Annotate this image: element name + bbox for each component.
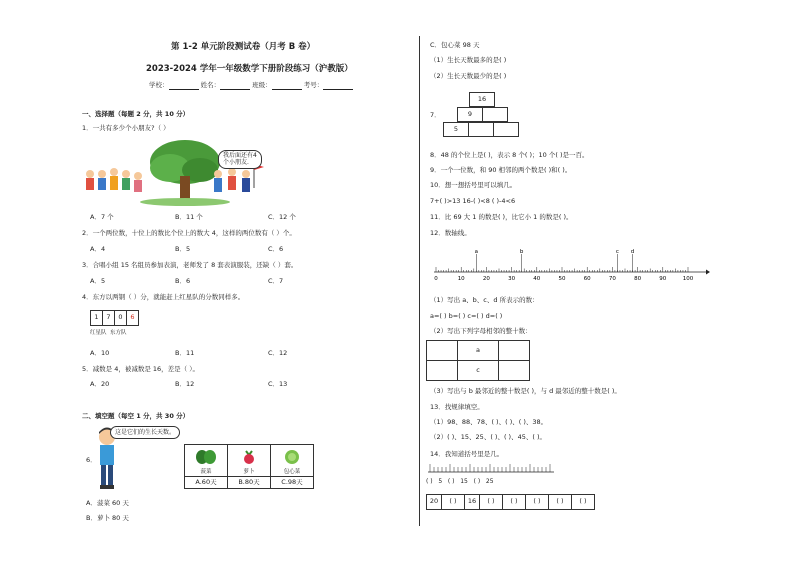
q6-list-b: B．萝卜 80 天: [86, 514, 129, 522]
seq-cell[interactable]: ( ): [503, 495, 526, 510]
q6-list-a: A．菠菜 60 天: [86, 499, 129, 507]
q3-option-b[interactable]: B．6: [175, 277, 191, 285]
paper-title: 第 1-2 单元阶段测试卷（月考 B 卷）: [171, 42, 316, 52]
east-team-label: 东方队: [110, 330, 127, 336]
ruler-label[interactable]: ( ): [447, 478, 455, 485]
grid-blank[interactable]: [427, 361, 458, 381]
veg-days: C.98天: [271, 477, 314, 489]
q4-scoreboard: [90, 310, 139, 326]
name-field[interactable]: [220, 89, 250, 90]
q5-option-a[interactable]: A．20: [90, 380, 110, 388]
number-line-point-label: d: [630, 249, 635, 255]
q5-option-c[interactable]: C．13: [268, 380, 288, 388]
seq-cell: 16: [465, 495, 480, 510]
q1-option-b[interactable]: B．11 个: [175, 213, 203, 221]
q12-sub2: （2）写出下列字母相邻的整十数：: [430, 327, 532, 335]
seq-cell[interactable]: ( ): [442, 495, 465, 510]
pyramid-bottom-blank[interactable]: [493, 122, 519, 137]
q11-text[interactable]: 11．比 69 大 1 的数是( )，比它小 1 的数是( )。: [430, 213, 573, 221]
radish-icon: [238, 449, 260, 465]
q2-option-c[interactable]: C．6: [268, 245, 284, 253]
q1-speech-bubble: 我后面还有4个小朋友.: [218, 150, 262, 169]
class-label: 班级：: [252, 81, 272, 89]
name-label: 姓名：: [200, 81, 221, 89]
q1-text: 1．一共有多少个小朋友?（ ）: [82, 124, 170, 132]
pyramid-top-cell: 16: [469, 92, 495, 107]
grid-blank[interactable]: [499, 341, 530, 361]
seq-cell[interactable]: ( ): [526, 495, 549, 510]
q12-sub3[interactable]: （3）写出与 b 最邻近的整十数是( )，与 d 最邻近的整十数是( )。: [430, 387, 621, 395]
q6-sub2[interactable]: （2）生长天数最少的是( ): [430, 72, 507, 80]
q6-list-c: C．包心菜 98 天: [430, 41, 480, 49]
q13-line1[interactable]: （1）98、88、78、( )、( )、( )、38。: [430, 418, 548, 426]
veg-days: A.60天: [185, 477, 228, 489]
number-line-tick-label: 100: [682, 276, 694, 282]
q6-speech-bubble: 这是它们的生长天数。: [110, 426, 180, 439]
seq-cell[interactable]: ( ): [549, 495, 572, 510]
veg-days: B.80天: [228, 477, 271, 489]
score-digit: 0: [115, 311, 127, 326]
q12-neighbor-grid: [426, 340, 530, 381]
q7-number: 7．: [430, 111, 441, 119]
ruler-label: 25: [485, 478, 494, 485]
q12-number-line: [430, 246, 710, 286]
seq-cell[interactable]: ( ): [572, 495, 595, 510]
veg-name: 菠菜: [200, 469, 212, 476]
q6-sub1[interactable]: （1）生长天数最多的是( ): [430, 56, 507, 64]
q6-vegetable-table: [184, 444, 314, 489]
red-team-label: 红星队: [90, 330, 107, 336]
pyramid-mid-cell: 9: [457, 107, 483, 122]
grid-letter: c: [458, 361, 499, 381]
number-line-point-label: c: [615, 249, 619, 255]
number-line-tick-label: 90: [659, 276, 667, 282]
section-choice-heading: 一、选择题（每题 2 分，共 10 分）: [82, 110, 190, 118]
q13-line2[interactable]: （2）( )、15、25、( )、( )、45、( )。: [430, 433, 547, 441]
number-line-tick-label: 40: [533, 276, 541, 282]
q10-equations[interactable]: 7+( )>13 16-( )<8 ( )-4<6: [430, 197, 516, 205]
ruler-label: 15: [460, 478, 468, 485]
paper-subtitle: 2023-2024 学年一年级数学下册阶段练习（沪教版）: [146, 64, 353, 74]
number-line-tick-label: 70: [608, 276, 616, 282]
q4-team-labels: [90, 330, 127, 337]
score-digit: 1: [91, 311, 103, 326]
q5-option-b[interactable]: B．12: [175, 380, 195, 388]
q4-option-c[interactable]: C．12: [268, 349, 288, 357]
q6-number: 6．: [86, 456, 97, 464]
exam-no-label: 考号：: [303, 81, 324, 89]
number-line-point-label: a: [474, 249, 479, 255]
pyramid-bottom-cell: 5: [443, 122, 469, 137]
veg-cell-radish: [228, 445, 271, 477]
q14-ruler-labels: [426, 478, 556, 485]
ruler-label[interactable]: ( ): [473, 478, 481, 485]
q3-option-a[interactable]: A．5: [90, 277, 106, 285]
q3-text: 3．合唱小组 15 名组员参加表演，老师发了 8 套表演服装，还缺（ ）套。: [82, 261, 298, 269]
q8-text[interactable]: 8．48 的个位上是( )，表示 8 个( )；10 个( )是一百。: [430, 151, 589, 159]
pyramid-mid-blank[interactable]: [482, 107, 508, 122]
exam-no-field[interactable]: [323, 89, 353, 90]
number-line-tick-label: 10: [457, 276, 465, 282]
veg-name: 包心菜: [283, 469, 301, 476]
number-line-svg: [430, 246, 710, 286]
spinach-icon: [195, 449, 217, 465]
number-line-tick-label: 30: [508, 276, 516, 282]
school-field[interactable]: [169, 89, 199, 90]
score-digit: 7: [103, 311, 115, 326]
q4-option-b[interactable]: B．11: [175, 349, 195, 357]
school-label: 学校：: [149, 81, 169, 89]
q5-text: 5．减数是 4，被减数是 16，差是（ ）。: [82, 365, 199, 373]
q2-option-b[interactable]: B．5: [175, 245, 191, 253]
q14-sequence-row: [426, 494, 595, 510]
q2-option-a[interactable]: A．4: [90, 245, 106, 253]
veg-name: 萝卜: [243, 469, 255, 476]
veg-cell-cabbage: [271, 445, 314, 477]
number-line-tick-label: 20: [482, 276, 490, 282]
column-divider: [419, 36, 420, 526]
q12-abcd[interactable]: a=( ) b=( ) c=( ) d=( ): [430, 312, 503, 320]
number-line-tick-label: 60: [583, 276, 591, 282]
seq-cell[interactable]: ( ): [480, 495, 503, 510]
q7-number-pyramid: [443, 92, 523, 140]
class-field[interactable]: [272, 89, 302, 90]
pyramid-bottom-blank[interactable]: [468, 122, 494, 137]
number-line-tick-label: 0: [434, 276, 438, 282]
number-line-point-label: b: [519, 249, 524, 255]
q13-text: 13．找规律填空。: [430, 403, 484, 411]
q4-text: 4．东方以两钢（ ）分，就能赶上红星队的分数同样多。: [82, 293, 245, 301]
q1-option-c[interactable]: C．12 个: [268, 213, 296, 221]
score-digit: 6: [127, 311, 139, 326]
section-fill-heading: 二、填空题（每空 1 分，共 30 分）: [82, 412, 190, 420]
q12-text: 12．数轴线。: [430, 229, 471, 237]
q1-option-a[interactable]: A．7 个: [90, 213, 114, 221]
q14-ruler: [426, 462, 556, 476]
seq-cell: 20: [427, 495, 442, 510]
q14-text: 14．我知道括号里是几。: [430, 450, 504, 458]
q10-text: 10．想一想括号里可以填几。: [430, 181, 517, 189]
veg-cell-spinach: [185, 445, 228, 477]
q2-text: 2．一个两位数，十位上的数比个位上的数大 4，这样的两位数有（ ）个。: [82, 229, 296, 237]
q3-option-c[interactable]: C．7: [268, 277, 284, 285]
cabbage-icon: [281, 449, 303, 465]
q9-text[interactable]: 9．一个一位数，和 90 相邻的两个数是( )和( )。: [430, 166, 572, 174]
number-line-tick-label: 50: [558, 276, 566, 282]
grid-letter: a: [458, 341, 499, 361]
ruler-label[interactable]: ( ): [426, 478, 433, 485]
grid-blank[interactable]: [427, 341, 458, 361]
ruler-svg: [426, 462, 556, 476]
q4-option-a[interactable]: A．10: [90, 349, 110, 357]
q12-sub1: （1）写出 a、b、c、d 所表示的数：: [430, 296, 539, 304]
grid-blank[interactable]: [499, 361, 530, 381]
student-info-row: [149, 82, 379, 90]
number-line-tick-label: 80: [634, 276, 642, 282]
ruler-label: 5: [438, 478, 443, 485]
